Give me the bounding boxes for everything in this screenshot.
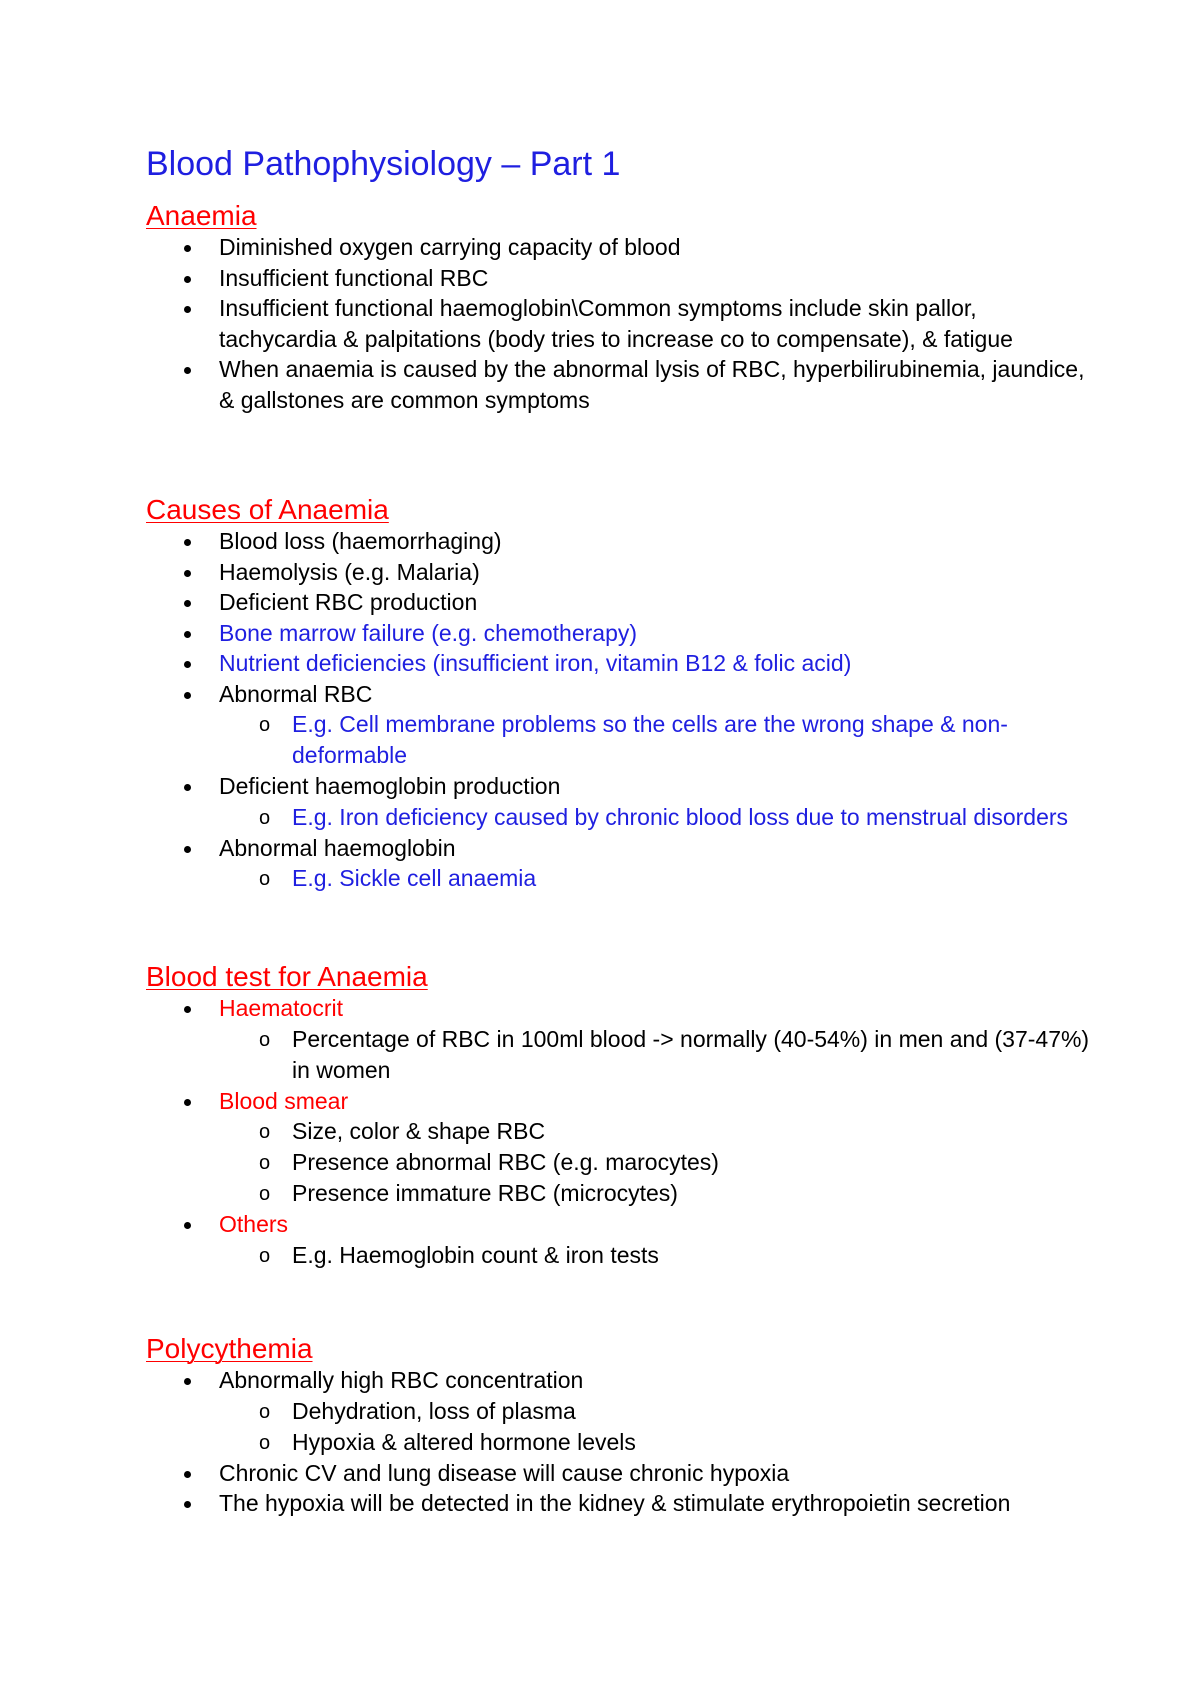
section-causes-of-anaemia — [146, 494, 1096, 894]
list-item: Insufficient functional haemoglobin\Common symptoms include skin pallor, tachycardia & palpitations (body tries to increase co to compensate), & fatigue — [146, 293, 1096, 354]
bullet-icon — [184, 600, 191, 607]
bullet-icon — [184, 661, 191, 668]
circle-bullet-icon: o — [259, 1152, 271, 1174]
sub-list-item: o Presence abnormal RBC (e.g. marocytes) — [259, 1149, 719, 1175]
sub-list-item: o Percentage of RBC in 100ml blood -> normally (40-54%) in men and (37-47%) in women — [259, 1025, 1090, 1083]
list-item: Nutrient deficiencies (insufficient iron, vitamin B12 & folic acid) — [146, 648, 1096, 679]
list-item: Haematocrit o Percentage of RBC in 100ml blood -> normally (40-54%) in men and (37-47%) in women — [146, 993, 1096, 1086]
list-item: Blood loss (haemorrhaging) — [146, 526, 1096, 557]
bullet-icon — [184, 1378, 191, 1385]
list-item: Diminished oxygen carrying capacity of blood — [146, 232, 1096, 263]
bullet-icon — [184, 539, 191, 546]
list-item: Deficient haemoglobin production o E.g. Iron deficiency caused by chronic blood loss due to menstrual disorders — [146, 771, 1096, 833]
circle-bullet-icon: o — [259, 714, 271, 736]
bullet-icon — [184, 306, 191, 313]
bullet-icon — [184, 1501, 191, 1508]
list-item: Abnormally high RBC concentration o Dehydration, loss of plasma o Hypoxia & altered hormone levels — [146, 1365, 1096, 1458]
sub-list-item: o Hypoxia & altered hormone levels — [259, 1428, 636, 1455]
list-item: Others o E.g. Haemoglobin count & iron tests — [146, 1209, 1096, 1271]
section-blood-test — [146, 961, 1096, 1271]
section-heading: Blood test for Anaemia — [146, 961, 428, 992]
circle-bullet-icon: o — [259, 1028, 271, 1051]
bullet-icon — [184, 570, 191, 577]
sub-list — [219, 1240, 1096, 1271]
page-title: Blood Pathophysiology – Part 1 — [146, 145, 621, 183]
list-item: Insufficient functional RBC — [146, 263, 1096, 294]
section-anaemia — [146, 200, 1096, 415]
list-item: Deficient RBC production — [146, 587, 1096, 618]
bullet-icon — [184, 631, 191, 638]
circle-bullet-icon: o — [259, 1244, 271, 1267]
section-heading: Causes of Anaemia — [146, 494, 389, 525]
list-item: Chronic CV and lung disease will cause chronic hypoxia — [146, 1458, 1096, 1489]
bullet-list — [146, 232, 1096, 415]
sub-list-item: o E.g. Haemoglobin count & iron tests — [259, 1241, 659, 1268]
sub-list-item: o Size, color & shape RBC — [259, 1118, 546, 1144]
bullet-icon — [184, 1099, 191, 1106]
section-polycythemia — [146, 1333, 1096, 1519]
sub-list-item: o E.g. Cell membrane problems so the cells are the wrong shape & non-deformable — [259, 711, 1008, 768]
sub-list — [219, 1024, 1096, 1086]
list-item: Haemolysis (e.g. Malaria) — [146, 557, 1096, 588]
sub-list — [219, 863, 1096, 894]
bullet-icon — [184, 1471, 191, 1478]
sub-list — [219, 709, 1096, 771]
bullet-icon — [184, 692, 191, 699]
circle-bullet-icon: o — [259, 1121, 271, 1143]
circle-bullet-icon: o — [259, 1400, 271, 1423]
bullet-icon — [184, 276, 191, 283]
circle-bullet-icon: o — [259, 1431, 271, 1454]
bullet-list — [146, 1365, 1096, 1519]
list-item: When anaemia is caused by the abnormal lysis of RBC, hyperbilirubinemia, jaundice, & gallstones are common symptoms — [146, 354, 1096, 415]
circle-bullet-icon: o — [259, 806, 271, 829]
bullet-list — [146, 526, 1096, 894]
sub-list-item: o E.g. Sickle cell anaemia — [259, 865, 537, 891]
list-item: The hypoxia will be detected in the kidney & stimulate erythropoietin secretion — [146, 1488, 1096, 1519]
bullet-icon — [184, 846, 191, 853]
sub-list-item: o Presence immature RBC (microcytes) — [259, 1180, 678, 1206]
bullet-icon — [184, 1006, 191, 1013]
circle-bullet-icon: o — [259, 868, 271, 890]
bullet-icon — [184, 1222, 191, 1229]
sub-list-item: o Dehydration, loss of plasma — [259, 1397, 576, 1424]
bullet-icon — [184, 784, 191, 791]
list-item: Blood smear o Size, color & shape RBC o Presence abnormal RBC (e.g. marocytes) o Presence immature RBC (microcytes) — [146, 1086, 1096, 1210]
bullet-icon — [184, 245, 191, 252]
sub-list-item: o E.g. Iron deficiency caused by chronic blood loss due to menstrual disorders — [259, 803, 1069, 830]
section-heading: Anaemia — [146, 200, 257, 231]
list-item: Abnormal RBC o E.g. Cell membrane problems so the cells are the wrong shape & non-deformable — [146, 679, 1096, 772]
sub-list — [219, 1116, 1096, 1209]
bullet-icon — [184, 367, 191, 374]
sub-list — [219, 802, 1096, 833]
list-item: Bone marrow failure (e.g. chemotherapy) — [146, 618, 1096, 649]
circle-bullet-icon: o — [259, 1183, 271, 1205]
bullet-list — [146, 993, 1096, 1271]
sub-list — [219, 1396, 1096, 1458]
list-item: Abnormal haemoglobin o E.g. Sickle cell anaemia — [146, 833, 1096, 895]
section-heading: Polycythemia — [146, 1333, 313, 1364]
